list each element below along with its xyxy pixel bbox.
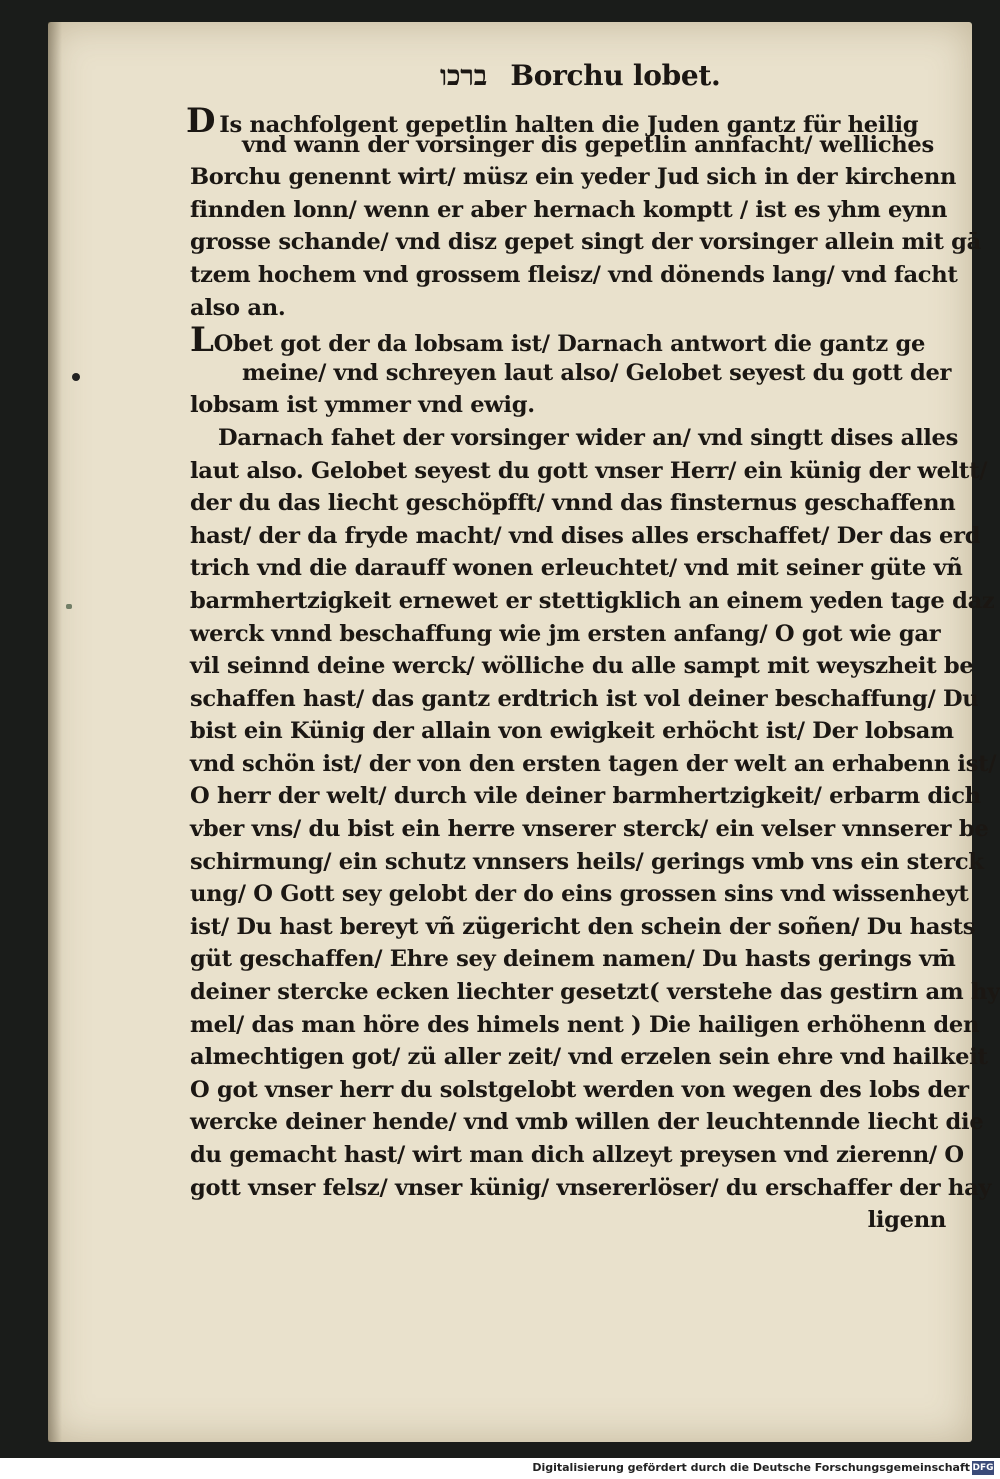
- text-line: trich vnd die darauff wonen erleuchtet/ vnd mit seiner güte vñ: [190, 555, 963, 582]
- text-line: vber vns/ du bist ein herre vnserer sterck/ ein velser vnnserer be: [190, 816, 989, 843]
- initial-l: L: [190, 320, 214, 361]
- text-line: tzem hochem vnd grossem fleisz/ vnd dönends lang/ vnd facht: [190, 261, 958, 288]
- initial-d: D: [186, 101, 216, 141]
- text-line: lobsam ist ymmer vnd ewig.: [190, 392, 535, 419]
- text-line: O herr der welt/ durch vile deiner barmhertzigkeit/ erbarm dich: [190, 783, 981, 810]
- text-line: der du das liecht geschöpfft/ vnnd das finsternus geschaffenn: [190, 490, 956, 517]
- text-line: vnd schön ist/ der von den ersten tagen der welt an erhabenn ist/: [190, 750, 997, 777]
- text-line: hast/ der da fryde macht/ vnd dises alles erschaffet/ Der das erd: [190, 522, 981, 549]
- text-line: barmhertzigkeit ernewet er stettigklich an einem yeden tage daz: [190, 587, 995, 614]
- text-line: vil seinnd deine werck/ wölliche du alle sampt mit weyszheit be: [190, 653, 974, 680]
- text-line: ist/ Du hast bereyt vñ zügericht den schein der soñen/ Du hasts: [190, 913, 976, 940]
- text-line: D Is nachfolgent gepetlin halten die Juden gantz für heilig: [186, 101, 919, 141]
- paragraph-1: [186, 96, 982, 324]
- text-line: schirmung/ ein schutz vnnsers heils/ gerings vmb vns ein sterck: [190, 848, 984, 875]
- text-line: mel/ das man höre des himels nent ) Die hailigen erhöhenn den: [190, 1011, 980, 1038]
- text-line: bist ein Künig der allain von ewigkeit erhöcht ist/ Der lobsam: [190, 718, 954, 745]
- text-line: deiner stercke ecken liechter gesetzt( verstehe das gestirn am hy: [190, 979, 1000, 1006]
- text-line: werck vnnd beschaffung wie jm ersten anfang/ O got wie gar: [190, 620, 941, 647]
- text-line: Darnach fahet der vorsinger wider an/ vnd singtt dises alles: [218, 424, 959, 451]
- text-line: wercke deiner hende/ vnd vmb willen der leuchtennde liecht die: [190, 1109, 984, 1136]
- text-line: meine/ vnd schreyen laut also/ Gelobet seyest du gott der: [242, 359, 952, 386]
- text-line: grosse schande/ vnd disz gepet singt der vorsinger allein mit gā: [190, 229, 982, 256]
- running-head-hebrew: ברכו: [440, 59, 487, 92]
- running-head: [190, 56, 970, 96]
- text-line: gott vnser felsz/ vnser künig/ vnsererlöser/ du erschaffer der hay: [190, 1174, 992, 1201]
- ink-smudge: [66, 604, 72, 609]
- page-gutter: [48, 22, 62, 1442]
- text-line: schaffen hast/ das gantz erdtrich ist vol deiner beschaffung/ Du: [190, 685, 979, 712]
- running-head-title: Borchu lobet.: [510, 59, 721, 92]
- digitization-credit: Digitalisierung gefördert durch die Deutsche Forschungsgemeinschaft: [532, 1461, 970, 1474]
- text-line: du gemacht hast/ wirt man dich allzeyt preysen vnd zierenn/ O: [190, 1142, 964, 1168]
- text-line: laut also. Gelobet seyest du gott vnser Herr/ ein künig der weltt/: [190, 457, 988, 484]
- catchword: ligenn: [867, 1207, 946, 1234]
- text-line: almechtigen got/ zü aller zeit/ vnd erzelen sein ehre vnd hailkeit: [190, 1044, 988, 1071]
- text-line: vnd wann der vorsinger dis gepetlin annfacht/ welliches: [242, 131, 934, 158]
- text-line: O got vnser herr du solstgelobt werden von wegen des lobs der: [190, 1076, 969, 1103]
- text-line: güt geschaffen/ Ehre sey deinem namen/ Du hasts gerings vm̄: [190, 946, 956, 973]
- text-line: finnden lonn/ wenn er aber hernach komptt / ist es yhm eynn: [190, 196, 948, 223]
- text-line: Borchu genennt wirt/ müsz ein yeder Jud sich in der kirchenn: [190, 164, 957, 191]
- dfg-logo: DFG: [972, 1463, 994, 1473]
- ink-spot: [72, 373, 80, 381]
- text-line: also an.: [190, 294, 286, 321]
- paragraph-3: [190, 422, 1000, 1204]
- text-line: ung/ O Gott sey gelobt der do eins grossen sins vnd wissenheyt: [190, 881, 969, 908]
- paragraph-2: [190, 320, 970, 422]
- text-line: LObet got der da lobsam ist/ Darnach antwort die gantz ge: [190, 320, 926, 361]
- page-text: [186, 56, 1000, 1237]
